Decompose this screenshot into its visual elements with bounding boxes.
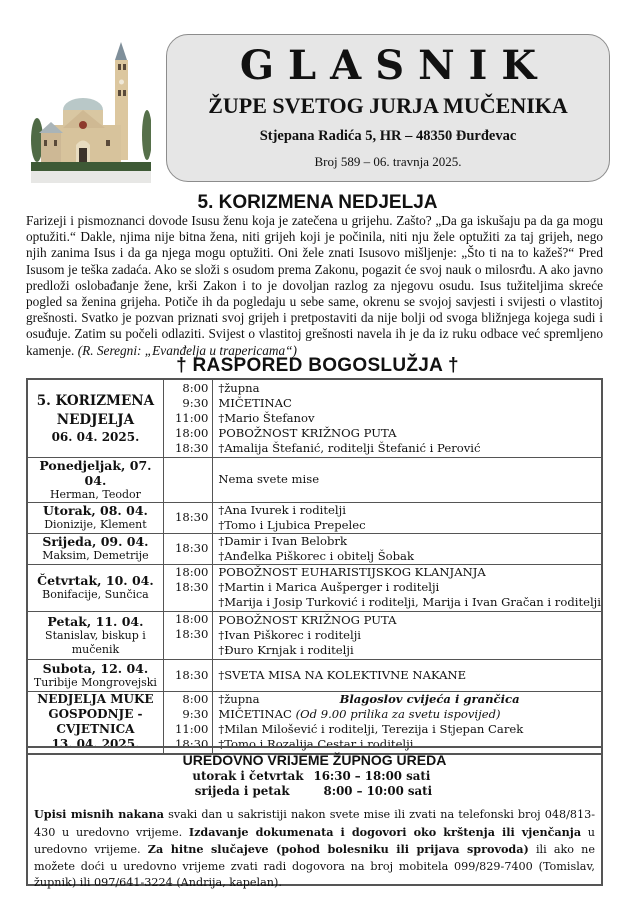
intentions-cell <box>213 502 602 533</box>
documents-text: u uredovno vrijeme. <box>34 825 596 856</box>
day-title: 5. KORIZMENA <box>36 392 155 409</box>
day-cell <box>27 564 163 611</box>
day-saints: Stanislav, biskup i <box>45 628 146 642</box>
mass-time: 18:30 <box>174 541 209 555</box>
mass-time: 18:30 <box>174 667 209 682</box>
sermon-text <box>26 213 603 359</box>
day-title: NEDJELJA MUKE <box>37 692 154 707</box>
sermon-body: Farizeji i pismoznanci dovode Isusu ženu koja je zatečena u grijehu. Zašto? „Da ga iskušaju pa da ga mogu optužiti.“ Dakle, njima nije bitna žena, niti grijeh koji je počinila, niti nju žele optužiti za taj grijeh, nego njih zanima Isus i da ga njega mogu optužiti. Oni žele znati Isusovo mišljenje: „Što ti na to kažeš?“ Pred Isusom je teška zadaća. Ako se složi s osudom prema Zakonu, pogazit će svoj nauk o milosrđu. A ako javno predloži oslobađanje žene, krši Zakon i to je dovoljan razlog za njegovu osudu. Isus tužiteljima skreće pogled sa ženina grijeha. Potiče ih da pogledaju u sebe same, okrenu se svojoj savjesti i svijesti o vlastitoj grešnosti. Svatko je pozvan priznati svoj grijeh i pretpostaviti da nije bolji od svoga bližnjega kojega sudi i osuđuje. Zatim su počeli odlaziti. Svijest o vlastitoj grešnosti navela ih je da iz ruku odbace već spremljeno kamenje. <box>26 213 603 358</box>
mass-time: 18:30 <box>174 510 209 524</box>
mass-intention: †Ivan Piškorec i roditelji <box>218 627 362 642</box>
table-row <box>27 659 602 691</box>
day-cell <box>27 502 163 533</box>
mass-intention: †Mario Štefanov <box>218 410 315 425</box>
times-cell <box>163 379 213 457</box>
emergency-text: ili ako ne možete doći u uredovno vrijeme zvati radi dogovora na broj mobitela 099/829-7400 (Tomislav, župnik) ili 097/641-3224 (Andrija, kapelan). <box>34 843 595 889</box>
table-row <box>27 533 602 564</box>
day-saints: Maksim, Demetrije <box>42 549 149 562</box>
emergency-label: Za hitne slučajeve (pohod bolesniku ili prijava sprovoda) <box>147 842 529 856</box>
mass-intention: †Damir i Ivan Belobrk <box>218 533 347 548</box>
office-hours-row <box>28 769 601 784</box>
day-cell <box>27 691 163 754</box>
intentions-cell <box>213 533 602 564</box>
intentions-cell <box>213 379 602 457</box>
mass-time: 11:00 <box>174 410 209 425</box>
office-time: 8:00 – 10:00 sati <box>323 784 433 798</box>
office-days: utorak i četvrtak <box>192 769 304 783</box>
intentions-cell <box>213 564 602 611</box>
day-cell <box>27 457 163 502</box>
mass-time: 8:00 <box>182 380 209 395</box>
mass-time: 18:30 <box>174 626 209 641</box>
table-row <box>27 457 602 502</box>
day-name: Petak, 11. 04. <box>47 613 144 629</box>
masthead-box <box>166 34 610 182</box>
table-row <box>27 502 602 533</box>
intentions-cell <box>213 457 602 502</box>
day-name: Subota, 12. 04. <box>42 660 149 676</box>
day-cell <box>27 611 163 659</box>
table-row <box>27 564 602 611</box>
mass-intention: †Đuro Krnjak i roditelji <box>218 642 354 657</box>
sermon-citation: (R. Seregni: „Evanđelja u trapericama“) <box>77 342 297 358</box>
mass-time: 18:30 <box>174 579 209 594</box>
day-name: Četvrtak, 10. 04. <box>37 573 154 588</box>
day-name: Srijeda, 09. 04. <box>42 534 149 549</box>
mass-time: 11:00 <box>174 722 209 737</box>
table-row <box>27 379 602 457</box>
blessing-note: Blagoslov cvijeća i grančica <box>339 692 520 707</box>
day-title: GOSPODNJE - <box>48 707 143 722</box>
mass-time: 9:30 <box>182 707 209 722</box>
mass-intention: MIČETINAC <box>218 395 292 410</box>
day-date: 06. 04. 2025. <box>51 429 140 444</box>
mass-time: 18:00 <box>174 564 209 579</box>
mass-intention: †župna <box>218 380 260 395</box>
day-date: 13. 04. 2025. <box>51 737 140 752</box>
day-name: Ponedjeljak, 07. 04. <box>39 457 152 488</box>
table-row <box>27 691 602 754</box>
mass-intention: POBOŽNOST KRIŽNOG PUTA <box>218 612 397 627</box>
day-saints: Herman, Teodor <box>49 487 141 501</box>
office-days: srijeda i petak <box>194 784 290 798</box>
mass-time: 18:00 <box>174 611 209 626</box>
mass-intention: †Ana Ivurek i roditelji <box>218 502 346 517</box>
mass-intention: †Tomo i Ljubica Prepelec <box>218 517 366 532</box>
mass-intention: POBOŽNOST EUHARISTIJSKOG KLANJANJA <box>218 565 486 579</box>
church-icon <box>31 40 151 183</box>
mass-intention: †Amalija Štefanić, roditelji Štefanić i Perović <box>218 440 481 455</box>
times-cell <box>163 659 213 691</box>
issue-number-date: Broj 589 – 06. travnja 2025. <box>314 154 462 169</box>
mass-intention: †Marija i Josip Turković i roditelji, Marija i Ivan Gračan i roditelji <box>218 595 601 609</box>
day-name: Utorak, 08. 04. <box>42 503 148 518</box>
times-cell <box>163 533 213 564</box>
day-title: NEDJELJA <box>56 411 135 428</box>
intentions-cell <box>213 659 602 691</box>
mass-intention: †Tomo i Rozalija Cestar i roditelji <box>218 737 414 752</box>
intention-text: †župna <box>218 692 260 707</box>
church-photo <box>31 40 151 183</box>
table-row <box>27 611 602 659</box>
mass-intentions-label: Upisi misnih nakana <box>34 807 164 821</box>
office-hours-row <box>28 784 601 799</box>
office-info-text <box>28 802 601 892</box>
day-title: CVJETNICA <box>56 722 135 737</box>
intentions-cell <box>213 691 602 754</box>
mass-intention <box>218 692 601 707</box>
day-cell <box>27 659 163 691</box>
schedule-title: † RASPORED BOGOSLUŽJA † <box>176 355 459 376</box>
parish-name: ŽUPE SVETOG JURJA MUČENIKA <box>208 93 568 118</box>
mass-schedule-table <box>26 378 603 755</box>
mass-intention: POBOŽNOST KRIŽNOG PUTA <box>218 425 397 440</box>
mass-intention: Nema svete mise <box>218 472 320 486</box>
mass-time: 18:30 <box>174 440 209 455</box>
office-time: 16:30 – 18:00 sati <box>313 769 431 783</box>
mass-time: 18:30 <box>174 737 209 752</box>
intentions-cell <box>213 611 602 659</box>
confession-note: (Od 9.00 prilika za svetu ispovijed) <box>295 707 501 722</box>
mass-intention: †Milan Milošević i roditelji, Terezija i Stjepan Carek <box>218 722 524 737</box>
office-hours-title: UREDOVNO VRIJEME ŽUPNOG UREDA <box>182 752 447 768</box>
day-saints: Bonifacije, Sunčica <box>42 588 149 601</box>
mass-time: 8:00 <box>182 692 209 707</box>
sermon-title: 5. KORIZMENA NEDJELJA <box>197 192 438 213</box>
mass-time: 18:00 <box>174 425 209 440</box>
day-saints: Dionizije, Klement <box>44 518 147 531</box>
parish-address: Stjepana Radića 5, HR – 48350 Đurđevac <box>259 128 517 144</box>
day-cell <box>27 533 163 564</box>
day-cell <box>27 379 163 457</box>
intention-text: MIČETINAC <box>218 707 292 722</box>
mass-intention <box>218 707 601 722</box>
mass-intention: †Anđelka Piškorec i obitelj Šobak <box>218 548 414 563</box>
times-cell <box>163 457 213 502</box>
mass-intentions-text: svaki dan u sakristiji nakon svete mise ili zvati na telefonski broj 048/813-430 u uredovno vrijeme. <box>34 808 596 839</box>
office-hours-box <box>26 746 603 889</box>
times-cell <box>163 564 213 611</box>
times-cell <box>163 502 213 533</box>
times-cell <box>163 691 213 754</box>
mass-intention: †Martin i Marica Aušperger i roditelji <box>218 580 440 594</box>
day-saints: mučenik <box>71 642 120 656</box>
office-hours-list <box>28 769 601 799</box>
mass-intention: †SVETA MISA NA KOLEKTIVNE NAKANE <box>218 667 467 682</box>
mass-time: 9:30 <box>182 395 209 410</box>
day-saints: Turibije Mongrovejski <box>33 675 157 689</box>
documents-label: Izdavanje dokumenata i dogovori oko krštenja ili vjenčanja <box>188 824 582 839</box>
masthead-title: GLASNIK <box>239 42 551 89</box>
times-cell <box>163 611 213 659</box>
